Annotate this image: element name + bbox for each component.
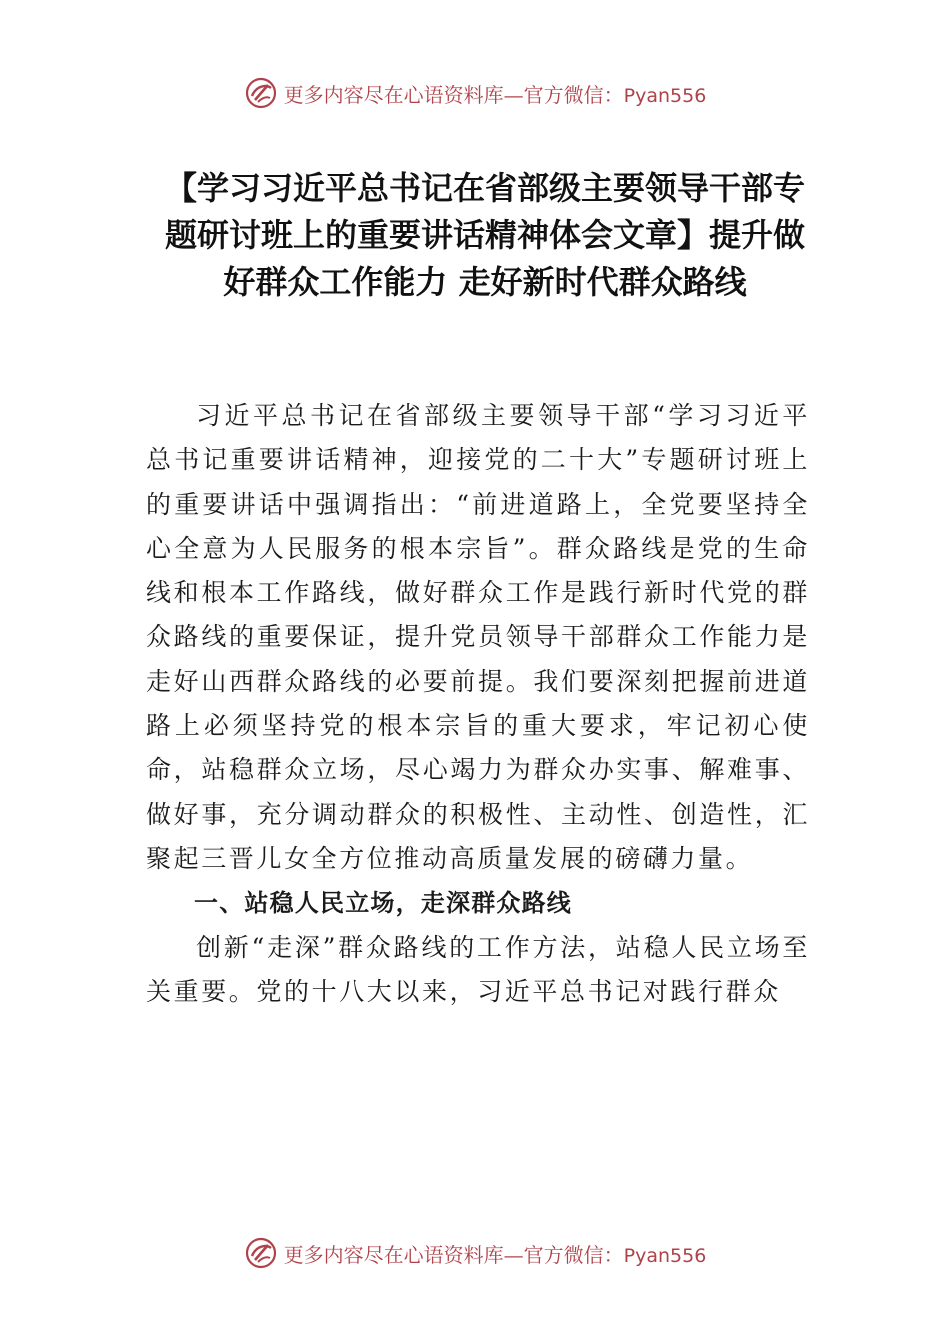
document-title: 【学习习近平总书记在省部级主要领导干部专题研讨班上的重要讲话精神体会文章】提升做好群众工作能力 走好新时代群众路线 bbox=[164, 169, 805, 301]
paragraph: 习近平总书记在省部级主要领导干部“学习习近平总书记重要讲话精神，迎接党的二十大”专题研讨班上的重要讲话中强调指出：“前进道路上，全党要坚持全心全意为人民服务的根本宗旨”。群众路线是党的生命线和根本工作路线，做好群众工作是践行新时代党的群众路线的重要保证，提升党员领导干部群众工作能力是走好山西群众路线的必要前提。我们要深刻把握前进道路上必须坚持党的根本宗旨的重大要求，牢记初心使命，站稳群众立场，尽心竭力为群众办实事、解难事、做好事，充分调动群众的积极性、主动性、创造性，汇聚起三晋儿女全方位推动高质量发展的磅礴力量。 bbox=[146, 401, 810, 873]
logo-icon bbox=[244, 1236, 278, 1270]
document-body bbox=[146, 394, 810, 1014]
watermark-text: 更多内容尽在心语资料库—官方微信：Pyan556 bbox=[283, 1242, 707, 1267]
wechat-id: Pyan556 bbox=[623, 1244, 707, 1267]
wechat-id: Pyan556 bbox=[623, 84, 707, 107]
footer-watermark bbox=[0, 1233, 950, 1273]
header-watermark bbox=[0, 73, 950, 113]
watermark-text: 更多内容尽在心语资料库—官方微信：Pyan556 bbox=[283, 82, 707, 107]
logo-icon bbox=[244, 76, 278, 110]
paragraph: 创新“走深”群众路线的工作方法，站稳人民立场至关重要。党的十八大以来，习近平总书记对践行群众 bbox=[146, 932, 810, 1006]
section-heading: 一、站稳人民立场，走深群众路线 bbox=[194, 889, 572, 918]
